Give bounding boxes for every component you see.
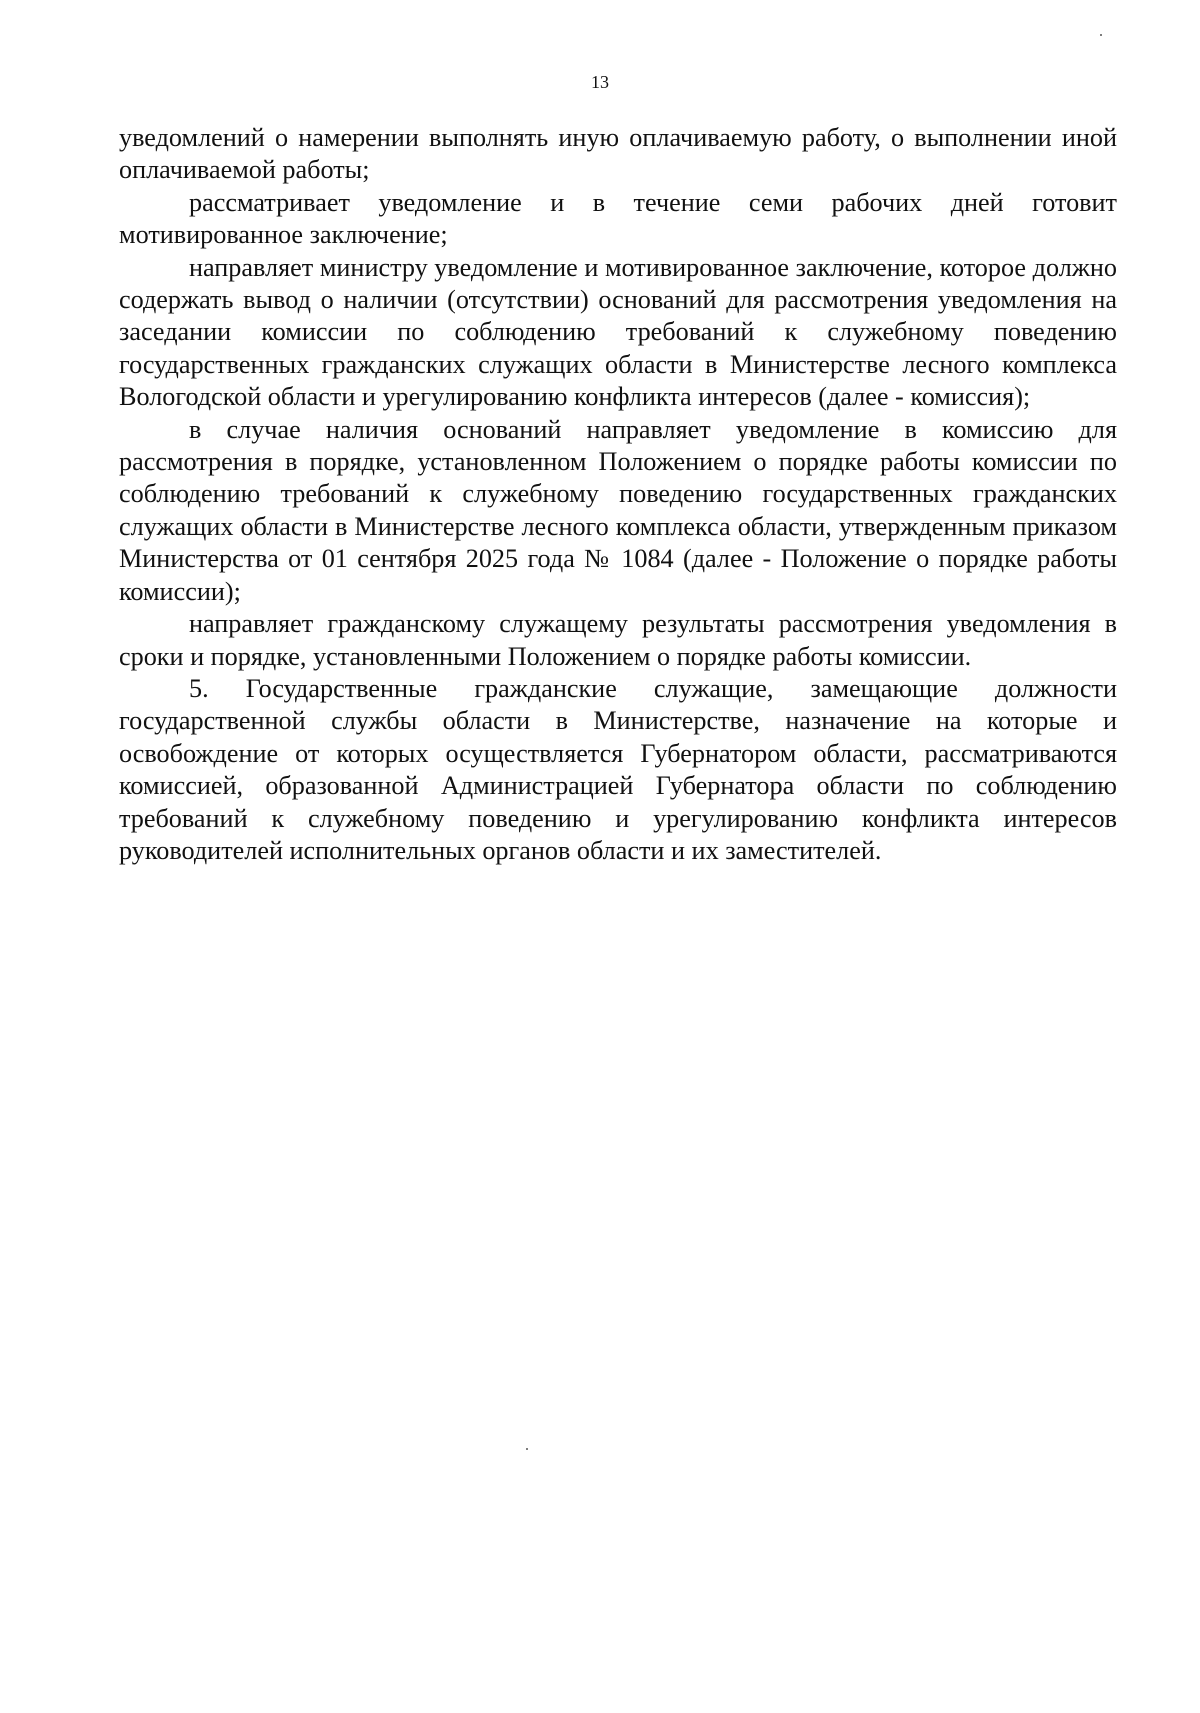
scan-speck [526,1448,528,1450]
page-number: 13 [591,72,609,92]
paragraph-sends-results: направляет гражданскому служащему результаты рассмотрения уведомления в сроки и порядке, установленными Положением о порядке работы комиссии. [119,609,1117,671]
scan-speck [1100,34,1102,36]
paragraph-sends-to-commission: в случае наличия оснований направляет уведомление в комиссию для рассмотрения в порядке, установленном Положением о порядке работы комиссии по соблюдению требований к служебному поведению государственных гражданских служащих области в Министерстве лесного комплекса области, утвержденным приказом Министерства от 01 сентября 2025 года № 1084 (далее - Положение о порядке работы комиссии); [119,414,1117,606]
paragraph-item-5: 5. Государственные гражданские служащие, замещающие должности государственной службы области в Министерстве, назначение на которые и освобождение от которых осуществляется Губернатором области, рассматриваются комиссией, образованной Администрацией Губернатора области по соблюдению требований к служебному поведению и урегулированию конфликта интересов руководителей исполнительных органов области и их заместителей. [119,673,1117,865]
document-body [119,122,1117,867]
paragraph-notifications-continuation: уведомлений о намерении выполнять иную оплачиваемую работу, о выполнении иной оплачиваемой работы; [119,123,1117,185]
paragraph-sends-to-minister: направляет министру уведомление и мотивированное заключение, которое должно содержать вывод о наличии (отсутствии) оснований для рассмотрения уведомления на заседании комиссии по соблюдению требований к служебному поведению государственных гражданских служащих области в Министерстве лесного комплекса Вологодской области и урегулированию конфликта интересов (далее - комиссия); [119,252,1117,412]
paragraph-reviews-notification: рассматривает уведомление и в течение семи рабочих дней готовит мотивированное заключение; [119,187,1117,250]
